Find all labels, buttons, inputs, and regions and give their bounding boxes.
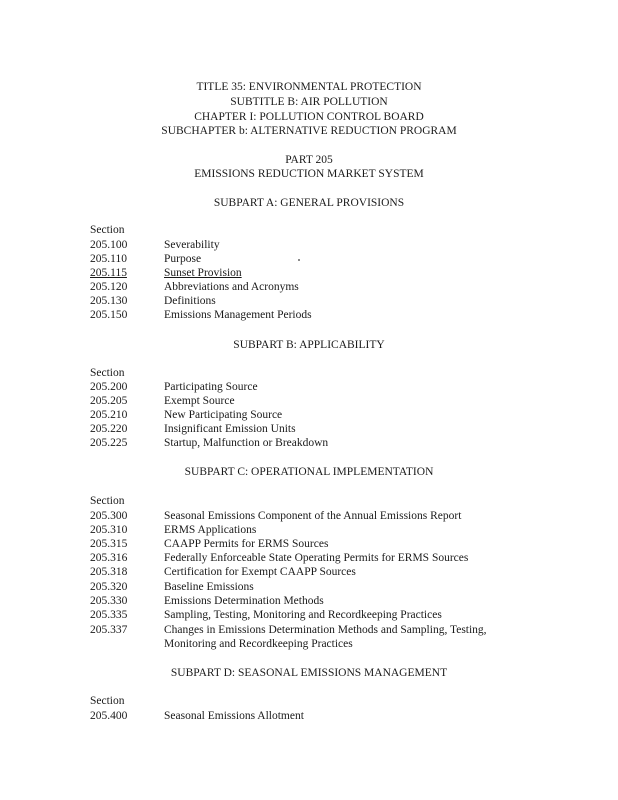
subpart-c-title: SUBPART C: OPERATIONAL IMPLEMENTATION	[184, 466, 434, 478]
section-title: Startup, Malfunction or Breakdown	[164, 437, 329, 449]
section-number: 205.320	[90, 581, 128, 593]
part-heading: PART 205	[285, 154, 333, 166]
section-title: Baseline Emissions	[164, 581, 254, 593]
subpart-a-title: SUBPART A: GENERAL PROVISIONS	[213, 197, 405, 209]
section-title: Severability	[164, 239, 220, 251]
section-number: 205.316	[90, 552, 128, 564]
section-title: Emissions Management Periods	[164, 309, 312, 321]
chapter-heading: CHAPTER I: POLLUTION CONTROL BOARD	[194, 111, 424, 123]
subpart-b-title: SUBPART B: APPLICABILITY	[233, 339, 385, 351]
section-number: 205.110	[90, 253, 127, 265]
section-number: 205.130	[90, 295, 128, 307]
section-number: 205.100	[90, 239, 128, 251]
section-label: Section	[90, 367, 125, 379]
section-number: 205.210	[90, 409, 128, 421]
section-title: Seasonal Emissions Allotment	[164, 710, 304, 722]
section-title: Federally Enforceable State Operating Permits for ERMS Sources	[164, 552, 469, 564]
section-label: Section	[90, 224, 125, 236]
section-number: 205.150	[90, 309, 128, 321]
section-title: New Participating Source	[164, 409, 283, 421]
title-heading: TITLE 35: ENVIRONMENTAL PROTECTION	[196, 81, 422, 93]
section-label: Section	[90, 495, 125, 507]
section-number: 205.220	[90, 423, 128, 435]
subtitle-heading: SUBTITLE B: AIR POLLUTION	[230, 96, 388, 108]
section-number: 205.335	[90, 609, 128, 621]
section-number: 205.120	[90, 281, 128, 293]
section-title: Changes in Emissions Determination Methods and Sampling, Testing,	[164, 624, 487, 636]
section-title: Sunset Provision	[164, 267, 242, 279]
section-title: CAAPP Permits for ERMS Sources	[164, 538, 329, 550]
section-title: Purpose	[164, 253, 202, 265]
section-number: 205.225	[90, 437, 128, 449]
section-number: 205.205	[90, 395, 128, 407]
section-number: 205.200	[90, 381, 128, 393]
section-title: Exempt Source	[164, 395, 235, 407]
section-number: 205.315	[90, 538, 128, 550]
section-number: 205.310	[90, 524, 128, 536]
section-number: 205.330	[90, 595, 128, 607]
section-title: ERMS Applications	[164, 524, 257, 536]
section-title: Sampling, Testing, Monitoring and Recordkeeping Practices	[164, 609, 442, 621]
subpart-d-title: SUBPART D: SEASONAL EMISSIONS MANAGEMENT	[170, 667, 448, 679]
scan-speck	[298, 259, 300, 261]
section-title: Insignificant Emission Units	[164, 423, 296, 435]
section-number: 205.115	[90, 267, 127, 279]
section-title: Seasonal Emissions Component of the Annual Emissions Report	[164, 510, 462, 522]
section-number: 205.400	[90, 710, 128, 722]
section-number: 205.300	[90, 510, 128, 522]
section-title: Definitions	[164, 295, 216, 307]
section-label: Section	[90, 695, 125, 707]
section-number: 205.337	[90, 624, 128, 636]
section-title: Emissions Determination Methods	[164, 595, 324, 607]
part-name-heading: EMISSIONS REDUCTION MARKET SYSTEM	[194, 168, 424, 180]
section-title: Certification for Exempt CAAPP Sources	[164, 566, 356, 578]
section-title: Participating Source	[164, 381, 258, 393]
section-title: Abbreviations and Acronyms	[164, 281, 299, 293]
section-number: 205.318	[90, 566, 128, 578]
section-title-continued[interactable]: Monitoring and Recordkeeping Practices	[164, 638, 353, 650]
subchapter-heading: SUBCHAPTER b: ALTERNATIVE REDUCTION PROGRAM	[161, 125, 457, 137]
